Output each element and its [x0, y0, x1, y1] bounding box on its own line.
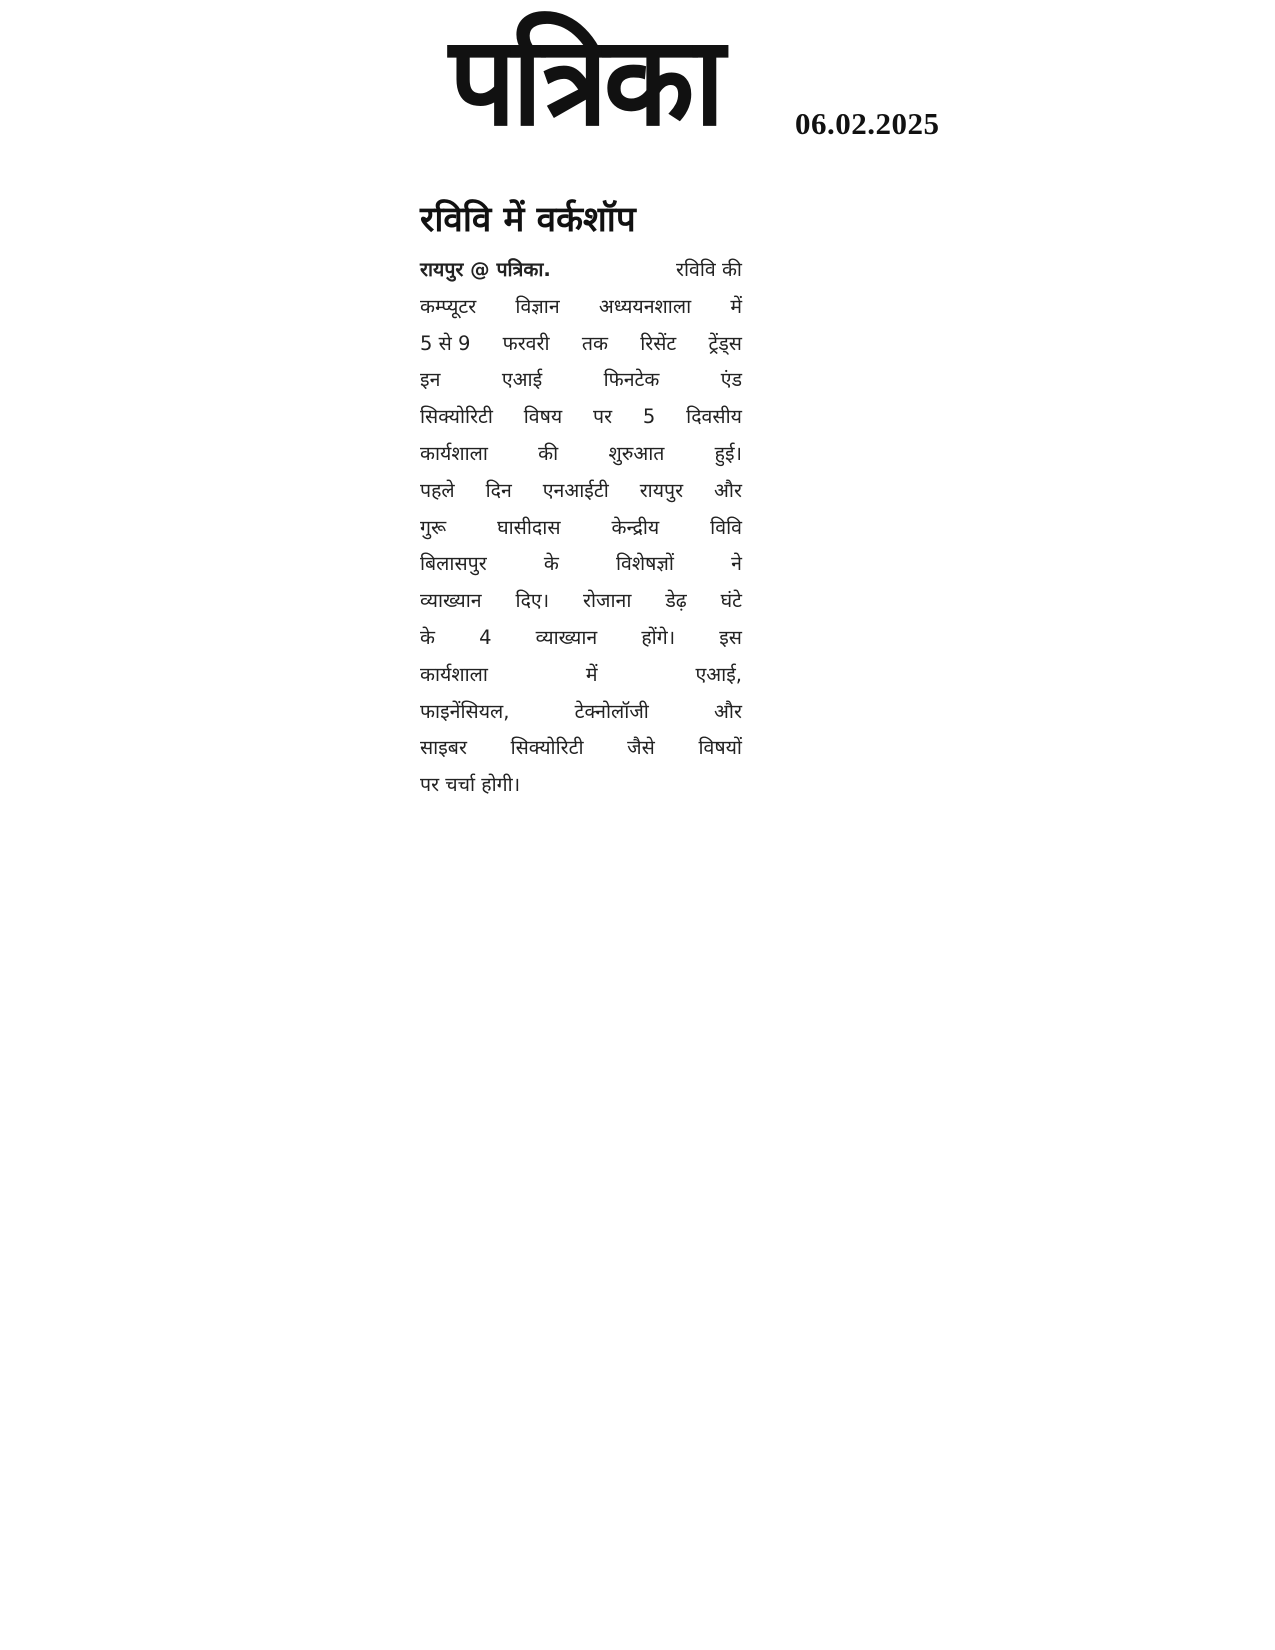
article-word: इस [719, 625, 742, 649]
article-word: दिवसीय [686, 405, 742, 429]
article-word: ने [731, 552, 742, 576]
article-word: पर [593, 405, 613, 429]
article-line [420, 620, 742, 657]
article-word: में [585, 662, 598, 686]
article-word: रायपुर [639, 478, 684, 502]
article-line [420, 326, 742, 363]
article-word: 5 [642, 405, 656, 429]
article-word: एआई, [695, 662, 742, 686]
article-headline: रविवि में वर्कशॉप [420, 200, 636, 240]
article-word: फिनटेक [603, 368, 660, 392]
news-clipping [420, 196, 742, 804]
article-line [420, 767, 742, 804]
article-word: विज्ञान [515, 294, 560, 318]
article-word: अध्ययनशाला [598, 294, 692, 318]
article-word: पर चर्चा होगी। [420, 773, 521, 797]
article-line [420, 694, 742, 731]
newspaper-logo: पत्रिका [449, 8, 721, 154]
article-word: रविवि की [676, 258, 742, 281]
article-word: गुरू [420, 515, 447, 539]
article-line [420, 510, 742, 547]
article-word: एआई [501, 368, 543, 392]
article-word: व्याख्यान [420, 589, 482, 613]
article-line [420, 399, 742, 436]
article-word: सिक्योरिटी [420, 405, 493, 429]
article-word: के [543, 552, 559, 576]
article-line [420, 436, 742, 473]
article-word: की [538, 441, 559, 465]
article-word: फरवरी [502, 331, 550, 355]
article-word: दिए। [515, 589, 550, 613]
article-word: दिन [485, 478, 512, 502]
article-word: बिलासपुर [420, 552, 487, 576]
article-word: व्याख्यान [535, 625, 598, 649]
article-word: घासीदास [497, 515, 561, 539]
article-word: सिक्योरिटी [510, 736, 584, 760]
article-word: विवि [710, 515, 742, 539]
article-line [420, 362, 742, 399]
article-line [420, 473, 742, 510]
article-word: तक [581, 331, 608, 355]
article-word: विषयों [698, 736, 742, 760]
article-word: होंगे। [641, 625, 676, 649]
article-word: में [730, 294, 742, 318]
article-word: एंड [720, 368, 742, 392]
article-word: विषय [523, 405, 563, 429]
article-word: और [714, 478, 742, 502]
article-dateline: रायपुर @ पत्रिका. [420, 258, 551, 281]
article-line [420, 289, 742, 326]
article-line [420, 252, 742, 289]
article-line [420, 583, 742, 620]
article-word: केन्द्रीय [611, 515, 660, 539]
article-word: रोजाना [583, 589, 632, 613]
article-word: 5 से 9 [420, 331, 471, 355]
article-word: साइबर [420, 736, 467, 760]
article-word: जैसे [627, 736, 655, 760]
article-word: पहले [420, 478, 455, 502]
article-word: कार्यशाला [420, 441, 488, 465]
article-word: विशेषज्ञों [616, 552, 674, 576]
article-word: हुई। [714, 441, 742, 465]
article-line [420, 546, 742, 583]
newspaper-masthead [405, 8, 765, 157]
article-word: घंटे [720, 589, 742, 613]
publication-date: 06.02.2025 [795, 106, 940, 141]
article-word: 4 [479, 625, 492, 649]
article-word: रिसेंट [640, 331, 677, 355]
article-word: ट्रेंड्स [708, 331, 742, 355]
article-word: और [714, 699, 742, 723]
article-word: इन [420, 368, 441, 392]
article-line [420, 657, 742, 694]
article-word: टेक्नोलॉजी [574, 699, 649, 723]
article-body [420, 252, 742, 804]
article-line [420, 730, 742, 767]
article-word: कार्यशाला [420, 662, 488, 686]
article-word: शुरुआत [608, 441, 665, 465]
article-word: कम्प्यूटर [420, 294, 477, 318]
article-word: फाइनेंसियल, [420, 699, 510, 723]
article-word: के [420, 625, 435, 649]
article-word: एनआईटी [542, 478, 609, 502]
article-word: डेढ़ [665, 589, 687, 613]
